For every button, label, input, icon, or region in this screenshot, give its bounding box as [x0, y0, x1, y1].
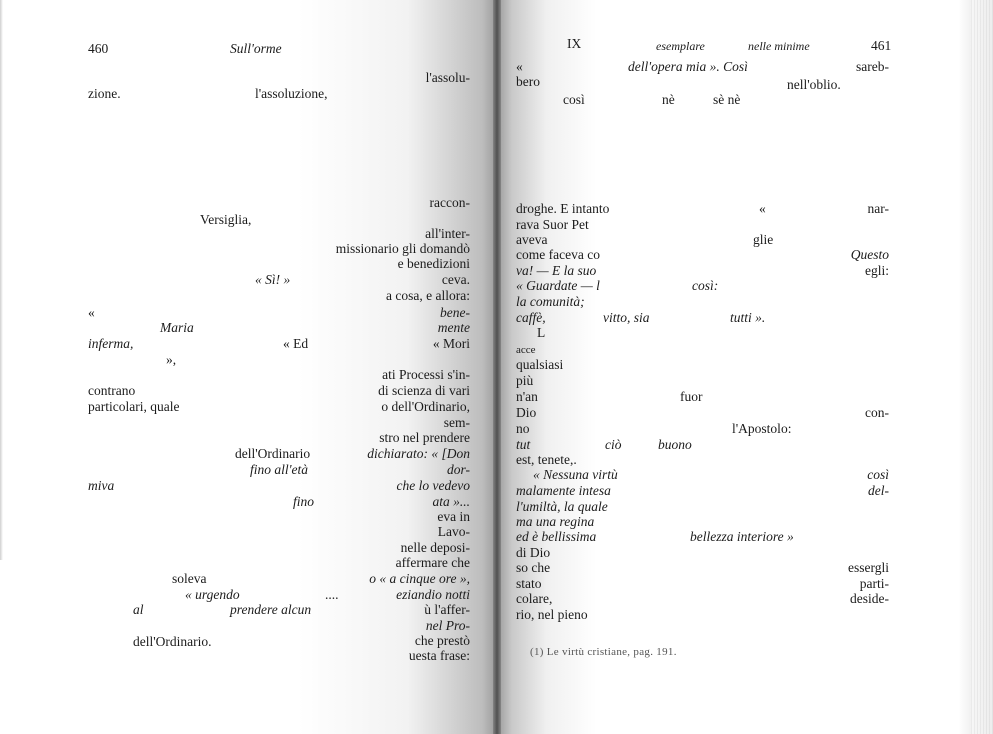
- text-line: nelle deposi-: [400, 540, 470, 555]
- text-line: di Dio: [516, 545, 551, 560]
- text-line: ceva.: [441, 272, 470, 287]
- running-head-right: esemplare: [656, 39, 705, 53]
- right-page-edge: [971, 0, 993, 734]
- text-line: sem-: [443, 415, 470, 430]
- text-line: ati Processi s'in-: [382, 367, 470, 382]
- text-line: dell'opera mia ». Così: [628, 59, 748, 74]
- text-line: prendere alcun: [230, 602, 312, 617]
- text-line: tut: [516, 437, 531, 452]
- text-line: dor-: [447, 462, 470, 477]
- text-line: nell'oblio.: [787, 77, 841, 92]
- text-line: bellezza interiore »: [690, 529, 794, 544]
- text-line: Maria: [160, 320, 194, 335]
- text-line: con-: [865, 405, 889, 420]
- text-line: n'an: [516, 389, 538, 404]
- text-line: bene-: [440, 305, 470, 320]
- text-line: del-: [868, 483, 889, 498]
- text-line: così: [867, 467, 889, 482]
- text-line: che lo vedevo: [396, 478, 470, 493]
- text-line: ma una regina: [516, 514, 595, 529]
- text-line: raccon-: [429, 195, 470, 210]
- text-line: L: [537, 325, 546, 340]
- text-line: acce: [516, 344, 536, 356]
- footnote: (1) Le virtù cristiane, pag. 191.: [530, 646, 677, 658]
- text-line: zione.: [88, 86, 121, 101]
- text-line: eziandio notti: [396, 587, 470, 602]
- text-line: che prestò: [414, 633, 470, 648]
- text-line: egli:: [865, 263, 889, 278]
- text-line: l'umiltà, la quale: [516, 499, 608, 514]
- chapter-number: IX: [567, 36, 582, 51]
- text-line: Lavo-: [437, 524, 470, 539]
- running-head-right: nelle minime: [748, 39, 810, 53]
- text-line: e benedizioni: [397, 256, 470, 271]
- text-line: al: [133, 602, 144, 617]
- text-line: so che: [516, 560, 551, 575]
- text-line: no: [516, 421, 530, 436]
- running-head-left: Sull'orme: [230, 41, 282, 56]
- text-line: di scienza di vari: [378, 383, 470, 398]
- text-line: così:: [692, 278, 719, 293]
- text-line: parti-: [859, 576, 889, 591]
- text-line: Dio: [516, 405, 537, 420]
- text-line: colare,: [516, 591, 553, 606]
- text-line: ù l'affer-: [424, 602, 470, 617]
- text-line: dell'Ordinario: [235, 446, 311, 461]
- text-line: mente: [437, 320, 470, 335]
- right-page: [497, 0, 993, 734]
- page-number-right: 461: [871, 38, 892, 53]
- text-line: deside-: [850, 591, 889, 606]
- text-line: « urgendo: [185, 587, 240, 602]
- text-line: Versiglia,: [200, 212, 252, 227]
- text-line: «: [516, 59, 523, 74]
- text-line: così: [563, 92, 585, 107]
- text-line: « Sì! »: [255, 272, 291, 287]
- text-line: »,: [166, 352, 177, 367]
- text-line: a cosa, e allora:: [386, 288, 470, 303]
- text-line: nar-: [867, 201, 889, 216]
- text-line: ....: [325, 587, 339, 602]
- text-line: l'assolu-: [425, 70, 470, 85]
- text-line: Questo: [850, 247, 889, 262]
- text-line: ciò: [605, 437, 622, 452]
- text-line: fino: [293, 494, 315, 509]
- text-line: nè: [662, 92, 675, 107]
- book-gutter-shadow: [493, 0, 501, 734]
- text-line: « Guardate — l: [516, 278, 600, 293]
- left-page-edge: [0, 0, 3, 560]
- text-line: l'Apostolo:: [732, 421, 792, 436]
- text-line: o « a cinque ore »,: [369, 571, 470, 586]
- text-line: « Nessuna virtù: [533, 467, 618, 482]
- text-line: o dell'Ordinario,: [381, 399, 470, 414]
- page-number-left: 460: [88, 41, 109, 56]
- text-line: soleva: [172, 571, 207, 586]
- text-line: droghe. E intanto: [516, 201, 610, 216]
- text-line: va! — E la suo: [516, 263, 597, 278]
- text-line: particolari, quale: [88, 399, 180, 414]
- text-line: fino all'età: [250, 462, 309, 477]
- text-line: tutti ».: [730, 310, 766, 325]
- text-line: stato: [516, 576, 542, 591]
- text-line: la comunità;: [516, 294, 585, 309]
- text-line: più: [516, 373, 534, 388]
- text-line: l'assoluzione,: [255, 86, 328, 101]
- text-line: all'inter-: [425, 226, 470, 241]
- text-line: ed è bellissima: [516, 529, 597, 544]
- text-line: vitto, sia: [603, 310, 650, 325]
- text-line: come faceva co: [516, 247, 600, 262]
- text-line: caffè,: [516, 310, 546, 325]
- text-line: glie: [753, 232, 774, 247]
- text-line: « Mori: [432, 336, 470, 351]
- text-line: sè nè: [713, 92, 741, 107]
- text-line: rio, nel pieno: [516, 607, 588, 622]
- text-line: buono: [658, 437, 692, 452]
- text-line: miva: [88, 478, 115, 493]
- text-line: dichiarato: « [Don: [367, 446, 470, 461]
- text-line: sareb-: [856, 59, 889, 74]
- text-line: contrano: [88, 383, 136, 398]
- text-line: eva in: [437, 509, 470, 524]
- text-line: est, tenete,.: [516, 452, 577, 467]
- text-line: rava Suor Pet: [516, 217, 589, 232]
- text-line: fuor: [680, 389, 703, 404]
- text-line: stro nel prendere: [379, 430, 470, 445]
- text-line: « Ed: [283, 336, 309, 351]
- text-line: «: [759, 201, 766, 216]
- text-line: ata »...: [432, 494, 470, 509]
- text-line: uesta frase:: [408, 648, 470, 663]
- text-line: qualsiasi: [516, 357, 564, 372]
- text-line: «: [88, 305, 95, 320]
- text-line: malamente intesa: [516, 483, 611, 498]
- text-line: dell'Ordinario.: [133, 634, 212, 649]
- text-line: aveva: [516, 232, 548, 247]
- text-line: nel Pro-: [425, 618, 470, 633]
- text-line: missionario gli domandò: [335, 241, 470, 256]
- text-line: bero: [516, 74, 540, 89]
- text-line: affermare che: [395, 555, 470, 570]
- text-line: essergli: [848, 560, 889, 575]
- text-line: inferma,: [88, 336, 134, 351]
